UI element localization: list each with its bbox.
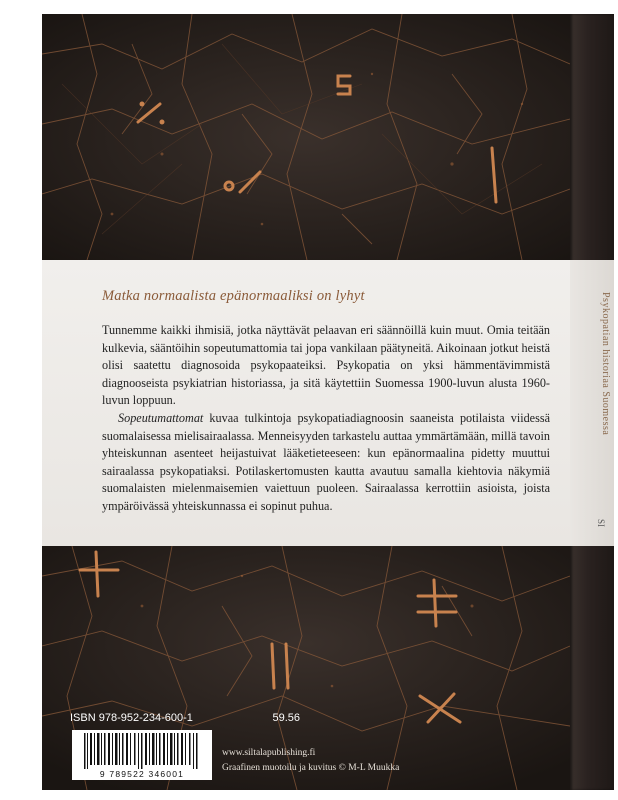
back-cover: [42, 14, 570, 790]
book-title-italic: Sopeutumattomat: [118, 410, 204, 425]
blurb-paragraph-2-rest: kuvaa tulkintoja psykopatiadiagnoosin saaneista potilaista viidessä suomalaisessa mielisairaalassa. Menneisyyden tarkastelu auttaa ymmärtämään, millä tavoin yhteiskunnan asenteet heijastuivat lääketieteeseen: kun epänormaalina pidetty muuttui sairaalassa psykopatiaksi. Potilaskertomusten kautta avautuu samalla kiehtovia näkymiä suomalaisten mielenmaisemien vaiettuun puoleen. Sairaalassa kerrottiin asioista, joista ympäröivässä yhteiskunnassa ei sopinut puhua.: [102, 410, 550, 513]
isbn-row: [70, 712, 300, 724]
classification-number: 59.56: [272, 712, 300, 724]
book-spine: [570, 14, 614, 790]
spine-number: SI: [596, 519, 606, 528]
blurb-paragraph-2: [102, 410, 550, 516]
spine-title: Psykopatian historiaa Suomessa: [600, 292, 611, 436]
blurb-paragraph-1: Tunnemme kaikki ihmisiä, jotka näyttävät pelaavan eri säännöillä kuin muut. Omia teitään kulkevia, sääntöihin sopeutumattomia tai jopa vankilaan päätyneitä. Aikoinaan jotkut heistä olisi saatettu diagnosoida psykopaateiksi. Psykopatia on yksi hämmentävimmistä diagnooseista psykiatrian historiassa, ja sitä käytettiin Suomessa 1900-luvun alusta 1960-luvun loppuun.: [102, 323, 550, 408]
barcode-number: 9 789522 346001: [99, 769, 185, 779]
barcode-icon: [72, 733, 212, 771]
book-back-cover: [42, 14, 611, 784]
isbn: ISBN 978-952-234-600-1: [70, 712, 193, 724]
barcode: [72, 730, 212, 780]
cracked-texture-top: [42, 14, 570, 260]
credits: [222, 746, 399, 776]
blurb-text: [102, 322, 550, 516]
publisher-website: www.siltalapublishing.fi: [222, 748, 316, 758]
tagline: Matka normaalista epänormaaliksi on lyhyt: [102, 288, 365, 304]
design-credit: Graafinen muotoilu ja kuvitus © M-L Muukka: [222, 763, 400, 773]
